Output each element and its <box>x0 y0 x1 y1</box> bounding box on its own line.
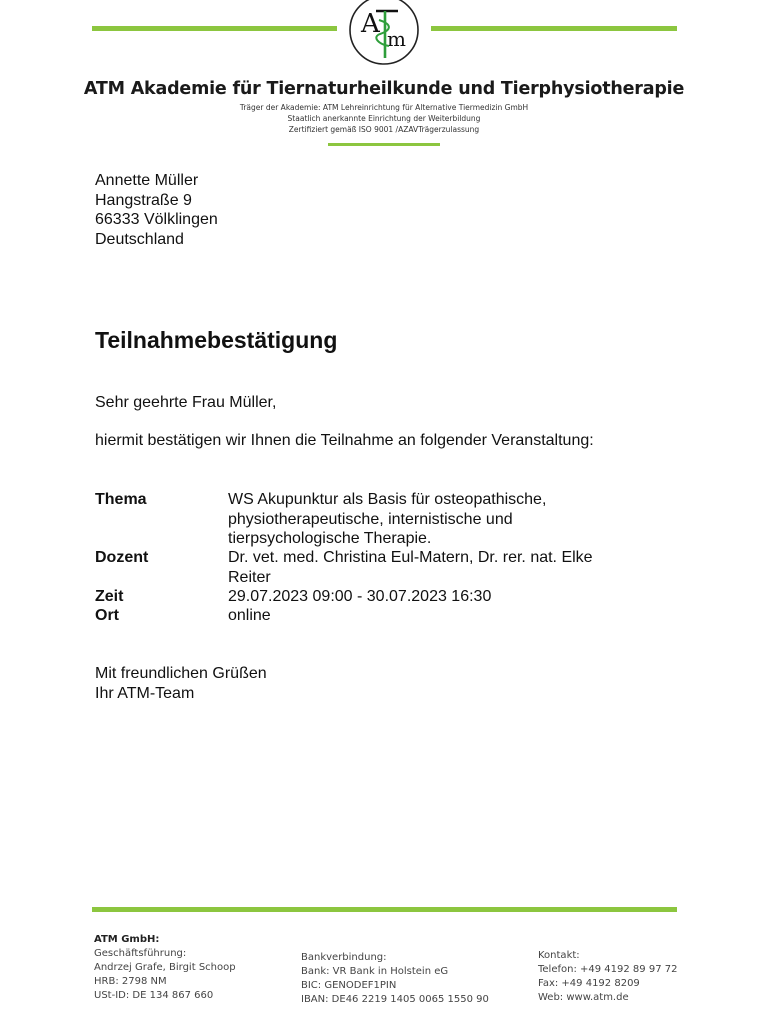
closing-signature: Ihr ATM-Team <box>95 684 195 702</box>
footer-bank-line: Bank: VR Bank in Holstein eG <box>301 966 449 977</box>
zeit-value: 29.07.2023 09:00 - 30.07.2023 16:30 <box>228 588 492 605</box>
organization-name: ATM Akademie für Tiernaturheilkunde und Tierphysiotherapie <box>83 79 685 99</box>
organization-subline-2: Staatlich anerkannte Einrichtung der Weiterbildung <box>287 114 481 123</box>
thema-line: tierpsychologische Therapie. <box>228 530 432 547</box>
organization-subline-1: Träger der Akademie: ATM Lehreinrichtung für Alternative Tiermedizin GmbH <box>239 103 529 112</box>
footer-company-line: HRB: 2798 NM <box>94 976 167 987</box>
dozent-value <box>228 548 593 587</box>
dozent-line: Reiter <box>228 568 271 586</box>
footer-contact-line: Telefon: +49 4192 89 97 72 <box>538 964 678 975</box>
organization-subline-3: Zertifiziert gemäß ISO 9001 /AZAVTrägerzulassung <box>288 125 480 134</box>
closing <box>95 664 267 703</box>
svg-text:A: A <box>361 9 380 39</box>
footer-company-title: ATM GmbH: <box>94 934 160 945</box>
recipient-address <box>95 171 218 249</box>
thema-line: physiotherapeutische, internistische und <box>228 510 513 528</box>
footer-bank-line: IBAN: DE46 2219 1405 0065 1550 90 <box>301 994 489 1005</box>
header-rule-left <box>92 26 337 31</box>
footer-rule <box>92 907 677 912</box>
dozent-label: Dozent <box>95 549 149 566</box>
footer-bank-title: Bankverbindung: <box>301 952 387 963</box>
footer-bank <box>301 951 489 1007</box>
footer-contact-line: Web: www.atm.de <box>538 992 629 1003</box>
thema-label: Thema <box>95 491 147 508</box>
header-rule-right <box>431 26 677 31</box>
footer-company-line: Geschäftsführung: <box>94 948 187 959</box>
footer-company-line: Andrzej Grafe, Birgit Schoop <box>94 962 236 973</box>
zeit-label: Zeit <box>95 588 124 605</box>
thema-value <box>228 490 546 549</box>
recipient-street: Hangstraße 9 <box>95 191 192 209</box>
thema-line: WS Akupunktur als Basis für osteopathische, <box>228 491 547 508</box>
svg-text:m: m <box>387 27 406 51</box>
footer-contact-title: Kontakt: <box>538 950 580 961</box>
footer-company <box>94 933 236 1003</box>
footer-contact-line: Fax: +49 4192 8209 <box>538 978 640 989</box>
ort-label: Ort <box>95 607 119 624</box>
recipient-country: Deutschland <box>95 230 184 248</box>
atm-logo-icon <box>348 0 420 66</box>
intro-text: hiermit bestätigen wir Ihnen die Teilnahme an folgender Veranstaltung: <box>95 432 594 449</box>
footer-bank-line: BIC: GENODEF1PIN <box>301 980 397 991</box>
salutation: Sehr geehrte Frau Müller, <box>95 394 277 411</box>
footer-contact <box>538 949 677 1005</box>
document-title: Teilnahmebestätigung <box>95 327 338 353</box>
recipient-city: 66333 Völklingen <box>95 211 218 228</box>
ort-value: online <box>228 607 271 624</box>
header-short-rule <box>328 143 440 146</box>
closing-greeting: Mit freundlichen Grüßen <box>95 665 267 682</box>
footer-company-line: USt-ID: DE 134 867 660 <box>94 990 214 1001</box>
recipient-name: Annette Müller <box>95 172 199 189</box>
dozent-line: Dr. vet. med. Christina Eul-Matern, Dr. rer. nat. Elke <box>228 549 593 566</box>
